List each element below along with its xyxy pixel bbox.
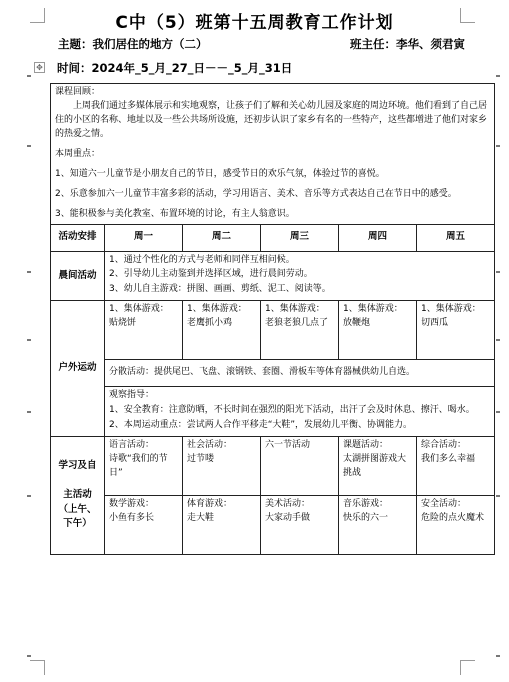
activity-name: 过节喽 [187, 454, 215, 464]
activity-name: 小鱼有多长 [109, 513, 155, 523]
game-name: 放鞭炮 [343, 318, 371, 329]
left-ruler-marks [27, 75, 31, 659]
right-ruler-marks [496, 75, 500, 659]
morning-activity-cell [105, 251, 495, 301]
learning-row1-wednesday [261, 437, 339, 496]
day-monday: 周一 [105, 224, 183, 251]
observe-heading: 观察指导： [109, 390, 155, 401]
learning-row1-tuesday [183, 437, 261, 496]
review-heading: 课程回顾： [55, 87, 101, 97]
game-name: 老鹰抓小鸡 [187, 318, 233, 329]
learning-row1-friday [417, 437, 495, 496]
focus-heading: 本周重点： [55, 148, 101, 159]
activity-name: 我们多么幸福 [421, 454, 476, 464]
game-title: 1、集体游戏： [421, 304, 481, 315]
day-friday: 周五 [417, 224, 495, 251]
morning-item: 1、通过个性化的方式与老师和同伴互相问候。 [109, 254, 295, 265]
game-title: 1、集体游戏： [265, 304, 325, 315]
crop-mark-bottom-left [30, 660, 45, 675]
activity-title: 语言活动： [109, 440, 155, 451]
weekly-plan-table [50, 83, 495, 555]
outdoor-game-monday [105, 301, 183, 360]
activity-name: 快乐的六一 [343, 513, 389, 523]
review-text: 上周我们通过多媒体展示和实地观察，让孩子们了解和关心幼儿园及家庭的周边环境。他们看到了自己居住的小区的名称、地址以及一些公共场所设施，还初步认识了家乡有名的一些特产，这些都增进了他们对家乡的热爱之情。 [55, 100, 488, 139]
morning-activity-label: 晨间活动 [51, 251, 105, 301]
intro-cell [51, 84, 495, 225]
activity-title: 社会活动： [187, 440, 233, 451]
activity-title: 音乐游戏： [343, 499, 389, 510]
activity-title: 课题活动： [343, 440, 389, 451]
learning-row1-thursday [339, 437, 417, 496]
learning-activity-label [51, 437, 105, 555]
activity-title: 美术活动： [265, 499, 311, 510]
activity-name: 危险的点火魔术 [421, 513, 485, 523]
learning-row2-monday [105, 496, 183, 555]
game-name: 老狼老狼几点了 [265, 318, 329, 329]
outdoor-sports-label: 户外运动 [51, 301, 105, 437]
learning-row1-monday [105, 437, 183, 496]
activity-title: 六一节活动 [265, 440, 311, 451]
activity-title: 体育游戏： [187, 499, 233, 510]
activity-title: 安全活动： [421, 499, 467, 510]
activity-name: 太湖拼图游戏大挑战 [343, 454, 407, 478]
game-title: 1、集体游戏： [343, 304, 403, 315]
game-title: 1、集体游戏： [187, 304, 247, 315]
crop-mark-bottom-right [460, 660, 475, 675]
learning-row2-tuesday [183, 496, 261, 555]
learning-label-line1: 学习及自 [58, 460, 97, 472]
activity-name: 诗歌“我们的节日” [109, 454, 168, 478]
game-name: 贴烧饼 [109, 318, 137, 329]
activity-title: 数学游戏： [109, 499, 155, 510]
learning-row2-friday [417, 496, 495, 555]
outdoor-game-tuesday [183, 301, 261, 360]
morning-item: 3、幼儿自主游戏：拼图、画画、剪纸、泥工、阅读等。 [109, 284, 331, 295]
header-activity-arrangement: 活动安排 [51, 224, 105, 251]
focus-item: 2、乐意参加六一儿童节丰富多彩的活动，学习用语言、美术、音乐等方式表达自己在节日中的感受。 [55, 188, 457, 199]
teacher-line: 班主任：李华、须君寅 [350, 37, 465, 51]
day-thursday: 周四 [339, 224, 417, 251]
learning-label-line2: 主活动 [63, 488, 92, 500]
theme-line: 主题：我们居住的地方（二） [58, 37, 208, 51]
activity-title: 综合活动： [421, 440, 467, 451]
observe-item: 1、安全教育：注意防晒，不长时间在强烈的阳光下活动，出汗了会及时休息、擦汗、喝水。 [109, 405, 475, 416]
observe-item: 2、本周运动重点：尝试两人合作平移走“大鞋”，发展幼儿平衡、协调能力。 [109, 420, 413, 431]
time-line: 时间：2024年_5_月_27_日－－_5_月_31日 [57, 61, 293, 75]
activity-name: 走大鞋 [187, 513, 215, 523]
morning-item: 2、引导幼儿主动鉴到并选择区域，进行晨间劳动。 [109, 269, 313, 280]
learning-row2-wednesday [261, 496, 339, 555]
day-tuesday: 周二 [183, 224, 261, 251]
outdoor-game-friday [417, 301, 495, 360]
activity-name: 大家动手做 [265, 513, 311, 523]
observation-guidance-cell [105, 387, 495, 437]
day-wednesday: 周三 [261, 224, 339, 251]
scattered-activity-cell: 分散活动：提供尾巴、飞盘、滚钢铁、套圈、滑板车等体育器械供幼儿自选。 [105, 360, 495, 387]
outdoor-game-wednesday [261, 301, 339, 360]
document-title: C中（5）班第十五周教育工作计划 [115, 13, 394, 33]
learning-row2-thursday [339, 496, 417, 555]
table-move-handle-icon[interactable]: ✥ [34, 62, 45, 73]
learning-label-line3: （上午、下午） [58, 503, 97, 530]
outdoor-game-thursday [339, 301, 417, 360]
focus-item: 3、能积极参与美化教室、布置环境的讨论，有主人翁意识。 [55, 208, 295, 219]
game-title: 1、集体游戏： [109, 304, 169, 315]
game-name: 切西瓜 [421, 318, 449, 329]
focus-item: 1、知道六一儿童节是小朋友自己的节日，感受节日的欢乐气氛，体验过节的喜悦。 [55, 168, 385, 179]
